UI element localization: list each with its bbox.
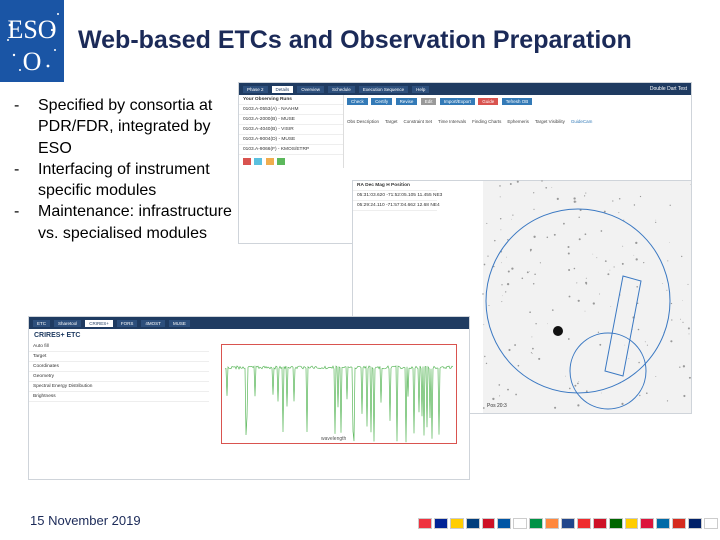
slide-title: Web-based ETCs and Observation Preparation bbox=[78, 26, 632, 54]
field-star bbox=[679, 367, 680, 368]
field-star bbox=[507, 283, 509, 285]
field-star bbox=[638, 362, 640, 364]
field-star bbox=[586, 390, 588, 392]
field-star bbox=[522, 278, 524, 280]
tab-phase2[interactable]: Phase 2 bbox=[243, 86, 268, 93]
field-star bbox=[541, 180, 542, 181]
field-star bbox=[605, 260, 607, 262]
tab-details[interactable]: Details bbox=[272, 86, 294, 93]
tab-overview[interactable]: Overview bbox=[297, 86, 324, 93]
section-target[interactable]: Target bbox=[29, 352, 209, 362]
field-star bbox=[494, 240, 496, 242]
field-star bbox=[621, 403, 623, 405]
field-star bbox=[585, 193, 586, 194]
field-star bbox=[601, 393, 602, 394]
field-star bbox=[667, 400, 668, 401]
section-autofill[interactable]: Auto fill bbox=[29, 342, 209, 352]
field-star bbox=[593, 302, 595, 304]
refresh-button[interactable]: Tefresh OB bbox=[502, 98, 533, 105]
field-star bbox=[534, 274, 536, 276]
field-star bbox=[533, 192, 534, 193]
check-button[interactable]: Check bbox=[347, 98, 368, 105]
header-cell: Position bbox=[391, 183, 410, 188]
field-star bbox=[532, 353, 533, 354]
country-flag bbox=[434, 518, 448, 529]
tool-item-active[interactable]: GuideCam bbox=[570, 119, 593, 124]
field-star bbox=[508, 349, 510, 351]
field-star bbox=[547, 323, 548, 324]
country-flag bbox=[418, 518, 432, 529]
field-star bbox=[547, 237, 549, 239]
logo-text: ESO bbox=[7, 15, 57, 44]
sky-chart[interactable] bbox=[483, 181, 691, 413]
field-star bbox=[533, 209, 534, 210]
guide-button[interactable]: Guide bbox=[478, 98, 498, 105]
field-star bbox=[486, 223, 487, 224]
field-star bbox=[655, 222, 656, 223]
country-flag bbox=[625, 518, 639, 529]
field-star bbox=[578, 300, 580, 302]
cell: NE3 bbox=[432, 193, 443, 198]
field-star bbox=[610, 306, 611, 307]
field-star bbox=[636, 258, 638, 260]
field-star bbox=[506, 257, 507, 258]
field-star bbox=[533, 236, 535, 238]
field-star bbox=[639, 395, 640, 396]
revise-button[interactable]: Revise bbox=[396, 98, 418, 105]
color-button[interactable] bbox=[277, 158, 285, 165]
field-star bbox=[568, 338, 570, 340]
field-star bbox=[586, 283, 588, 285]
field-star bbox=[511, 219, 512, 220]
field-star bbox=[671, 303, 672, 304]
field-star bbox=[498, 384, 500, 386]
field-star bbox=[584, 195, 585, 196]
tab-schedule[interactable]: Schedule bbox=[328, 86, 355, 93]
tool-item[interactable]: Target Visibility bbox=[534, 119, 565, 124]
tool-item[interactable]: Target bbox=[385, 119, 398, 124]
cell: 05:29:24.110 bbox=[357, 203, 385, 208]
color-button[interactable] bbox=[243, 158, 251, 165]
field-star bbox=[666, 290, 667, 291]
field-star bbox=[515, 394, 517, 396]
field-star bbox=[671, 319, 672, 320]
field-star bbox=[586, 278, 587, 279]
field-star bbox=[624, 345, 625, 346]
bullet-dash: - bbox=[14, 97, 20, 114]
bullet-list bbox=[14, 95, 239, 244]
run-item[interactable]: 0103.A-9004(D) - MUSE bbox=[239, 135, 343, 145]
section-brightness[interactable]: Brightness bbox=[29, 392, 209, 402]
run-item[interactable]: 0103.A-9066(F) - KMOS/ETRP bbox=[239, 145, 343, 155]
certify-button[interactable]: Certify bbox=[371, 98, 392, 105]
country-flag bbox=[450, 518, 464, 529]
bright-star bbox=[553, 326, 563, 336]
tab-sharetool[interactable]: Sharetool bbox=[54, 320, 81, 327]
field-star bbox=[662, 283, 663, 284]
field-star bbox=[585, 311, 586, 312]
field-star bbox=[607, 273, 609, 275]
field-star bbox=[551, 187, 552, 188]
field-star bbox=[628, 358, 629, 359]
field-star bbox=[569, 296, 571, 298]
run-item[interactable]: 0103.A-0553(A) - NAAHM bbox=[239, 105, 343, 115]
field-star bbox=[655, 220, 656, 221]
country-flag bbox=[497, 518, 511, 529]
field-star bbox=[579, 238, 581, 240]
field-star bbox=[568, 252, 570, 254]
cell: -71:52:05.105 bbox=[386, 193, 416, 198]
bullet-dash: - bbox=[14, 160, 20, 178]
user-menu[interactable]: Double Dart Test bbox=[649, 86, 687, 92]
tab-crires[interactable]: CRIRES+ bbox=[85, 320, 113, 327]
field-star bbox=[688, 327, 690, 329]
field-star bbox=[670, 205, 671, 206]
tool-item[interactable]: Time Intervals bbox=[438, 119, 467, 124]
country-flag bbox=[672, 518, 686, 529]
sky-label: Pos 20:3 bbox=[487, 403, 507, 409]
field-star bbox=[683, 365, 685, 367]
field-star bbox=[682, 300, 683, 301]
table-row[interactable] bbox=[353, 201, 440, 211]
field-star bbox=[655, 376, 656, 377]
section-geometry[interactable]: Geometry bbox=[29, 372, 209, 382]
field-star bbox=[633, 255, 634, 256]
field-star bbox=[634, 204, 635, 205]
field-star bbox=[646, 392, 648, 394]
etc-title: CRIRES+ ETC bbox=[34, 332, 81, 339]
field-star bbox=[682, 322, 683, 323]
field-star bbox=[530, 250, 531, 251]
sky-background bbox=[483, 181, 691, 413]
tool-strip bbox=[347, 119, 688, 124]
field-star bbox=[529, 271, 530, 272]
field-star bbox=[502, 295, 503, 296]
field-star bbox=[599, 294, 600, 295]
field-star bbox=[645, 341, 646, 342]
field-star bbox=[620, 295, 621, 296]
edit-button[interactable]: Edit bbox=[421, 98, 437, 105]
member-flags bbox=[418, 518, 718, 530]
table-header bbox=[353, 181, 437, 191]
field-star bbox=[683, 395, 685, 397]
field-star bbox=[568, 246, 570, 248]
field-star bbox=[614, 266, 615, 267]
tab-muse[interactable]: MUSE bbox=[169, 320, 190, 327]
field-star bbox=[538, 358, 540, 360]
field-star bbox=[619, 198, 621, 200]
sidebar-title: Your Observing Runs bbox=[239, 95, 343, 105]
field-star bbox=[545, 187, 547, 189]
field-star bbox=[483, 324, 484, 325]
field-star bbox=[517, 181, 519, 183]
run-item[interactable]: 0103.A-4040(B) - VISIR bbox=[239, 125, 343, 135]
run-item[interactable]: 0103.A-2000(B) - MUSE bbox=[239, 115, 343, 125]
eso-logo-graphic bbox=[0, 0, 64, 82]
cell: NE4 bbox=[430, 203, 440, 208]
phase2-navbar bbox=[239, 83, 691, 95]
runs-sidebar bbox=[239, 95, 344, 168]
field-star bbox=[514, 344, 516, 346]
field-star bbox=[486, 363, 487, 364]
cell: -71:57:04.662 bbox=[386, 203, 416, 208]
eso-logo bbox=[0, 0, 64, 82]
field-star bbox=[563, 223, 565, 225]
field-star bbox=[508, 270, 510, 272]
field-star bbox=[569, 388, 571, 390]
field-star bbox=[500, 218, 501, 219]
field-star bbox=[573, 197, 575, 199]
ob-details bbox=[344, 95, 691, 168]
field-star bbox=[568, 269, 570, 271]
action-bar bbox=[347, 98, 688, 105]
field-star bbox=[488, 305, 489, 306]
field-star bbox=[687, 284, 688, 285]
tab-execution-sequence[interactable]: Execution Sequence bbox=[359, 86, 408, 93]
tab-fors[interactable]: FORS bbox=[117, 320, 138, 327]
field-star bbox=[574, 268, 576, 270]
bullet-text: Specified by consortia at PDR/FDR, integrated by ESO bbox=[38, 97, 213, 157]
tool-item[interactable]: Constraint Set bbox=[403, 119, 433, 124]
field-star bbox=[585, 233, 587, 235]
field-star bbox=[612, 200, 613, 201]
field-star bbox=[670, 340, 672, 342]
country-flag bbox=[704, 518, 718, 529]
field-star bbox=[623, 220, 624, 221]
field-star bbox=[500, 229, 501, 230]
field-star bbox=[643, 262, 644, 263]
country-flag bbox=[545, 518, 559, 529]
field-star bbox=[576, 202, 577, 203]
bullet-item bbox=[14, 201, 239, 244]
field-star bbox=[527, 271, 529, 273]
field-star bbox=[592, 254, 593, 255]
field-star bbox=[636, 286, 638, 288]
spectrum-plot[interactable] bbox=[221, 344, 457, 444]
field-star bbox=[531, 352, 532, 353]
field-star bbox=[501, 262, 502, 263]
field-star bbox=[531, 336, 532, 337]
header-cell: RA bbox=[357, 183, 364, 188]
field-star bbox=[482, 293, 483, 294]
country-flag bbox=[593, 518, 607, 529]
field-star bbox=[689, 333, 690, 334]
tool-item[interactable]: Finding Charts bbox=[472, 119, 502, 124]
field-star bbox=[618, 212, 619, 213]
field-star bbox=[578, 217, 579, 218]
bullet-text: Interfacing of instrument specific modules bbox=[38, 160, 210, 200]
field-star bbox=[535, 323, 536, 324]
country-flag bbox=[640, 518, 654, 529]
field-star bbox=[667, 260, 668, 261]
table-row[interactable] bbox=[353, 191, 443, 201]
header-cell: Dec bbox=[365, 183, 374, 188]
field-star bbox=[604, 211, 606, 213]
etc-navbar bbox=[29, 317, 469, 329]
field-star bbox=[501, 301, 502, 302]
country-flag bbox=[529, 518, 543, 529]
tab-help[interactable]: Help bbox=[412, 86, 429, 93]
section-sed[interactable]: Spectral Energy Distribution bbox=[29, 382, 209, 392]
field-star bbox=[510, 183, 512, 185]
field-star bbox=[598, 332, 599, 333]
field-star bbox=[574, 385, 576, 387]
field-star bbox=[577, 383, 579, 385]
country-flag bbox=[513, 518, 527, 529]
color-button[interactable] bbox=[254, 158, 262, 165]
bullet-text: Maintenance: infrastructure vs. specialised modules bbox=[38, 203, 232, 242]
field-star bbox=[599, 344, 601, 346]
field-star bbox=[499, 185, 501, 187]
field-star bbox=[499, 395, 500, 396]
field-star bbox=[505, 291, 506, 292]
field-star bbox=[689, 377, 691, 379]
footer-date: 15 November 2019 bbox=[30, 513, 141, 528]
tab-etc[interactable]: ETC bbox=[33, 320, 50, 327]
field-star bbox=[554, 234, 556, 236]
plot-xlabel: wavelength bbox=[321, 436, 347, 442]
field-star bbox=[552, 309, 554, 311]
field-star bbox=[681, 256, 682, 257]
field-star bbox=[647, 345, 648, 346]
country-flag bbox=[656, 518, 670, 529]
guidestar-table bbox=[353, 181, 443, 211]
color-button[interactable] bbox=[266, 158, 274, 165]
field-star bbox=[512, 215, 513, 216]
field-star bbox=[577, 404, 579, 406]
tab-4most[interactable]: 4MOST bbox=[141, 320, 165, 327]
header-cell: Mag H bbox=[375, 183, 390, 188]
bullet-item bbox=[14, 95, 239, 159]
field-star bbox=[610, 270, 611, 271]
field-star bbox=[565, 376, 566, 377]
field-star bbox=[484, 356, 485, 357]
field-star bbox=[529, 311, 531, 313]
field-star bbox=[635, 242, 637, 244]
country-flag bbox=[609, 518, 623, 529]
field-star bbox=[574, 201, 576, 203]
bullet-item bbox=[14, 159, 239, 202]
bullet-dash: - bbox=[14, 203, 20, 221]
field-star bbox=[640, 196, 641, 197]
etc-form bbox=[29, 342, 209, 444]
field-star bbox=[601, 230, 603, 232]
field-star bbox=[596, 257, 597, 258]
field-star bbox=[483, 407, 485, 409]
cell: 12.68 bbox=[416, 203, 429, 208]
field-star bbox=[492, 398, 494, 400]
field-star bbox=[487, 255, 488, 256]
section-coordinates[interactable]: Coordinates bbox=[29, 362, 209, 372]
field-star bbox=[576, 282, 577, 283]
country-flag bbox=[466, 518, 480, 529]
field-star bbox=[532, 348, 534, 350]
field-star bbox=[680, 319, 681, 320]
field-star bbox=[540, 262, 541, 263]
cell: 05:31:03.620 bbox=[357, 193, 386, 198]
import-export-button[interactable]: Import/Export bbox=[440, 98, 475, 105]
field-star bbox=[518, 365, 520, 367]
field-star bbox=[511, 267, 513, 269]
field-star bbox=[669, 242, 670, 243]
etc-screenshot bbox=[28, 316, 470, 480]
cell: 11.455 bbox=[417, 193, 432, 198]
field-star bbox=[501, 284, 502, 285]
country-flag bbox=[577, 518, 591, 529]
field-star bbox=[507, 389, 509, 391]
field-star bbox=[622, 263, 624, 265]
field-star bbox=[578, 381, 579, 382]
field-star bbox=[554, 407, 556, 409]
field-star bbox=[557, 198, 559, 200]
field-star bbox=[533, 283, 535, 285]
color-button-row bbox=[239, 155, 343, 168]
field-star bbox=[484, 264, 486, 266]
tool-item[interactable]: Ephemeris bbox=[507, 119, 529, 124]
field-star bbox=[622, 246, 623, 247]
logo-o: O bbox=[22, 47, 42, 76]
field-star bbox=[500, 196, 501, 197]
country-flag bbox=[688, 518, 702, 529]
field-star bbox=[690, 184, 691, 185]
country-flag bbox=[561, 518, 575, 529]
tool-item[interactable]: Obs Description bbox=[347, 119, 380, 124]
country-flag bbox=[482, 518, 496, 529]
field-star bbox=[638, 329, 640, 331]
